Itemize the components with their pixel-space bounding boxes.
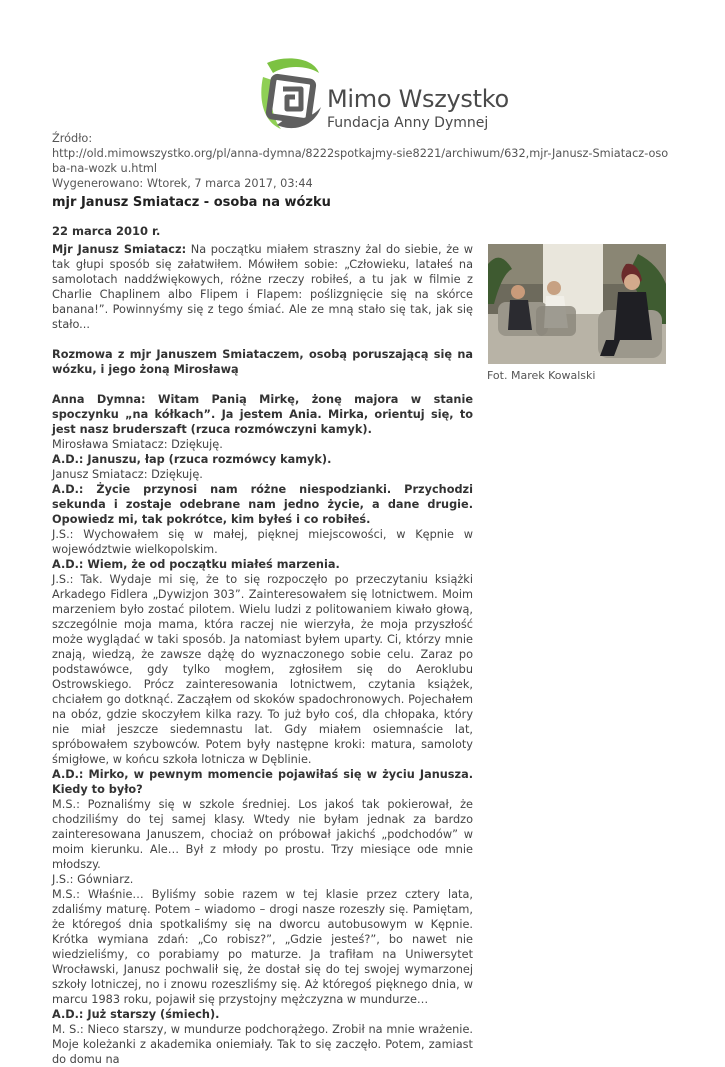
article-title: mjr Janusz Smiatacz - osoba na wózku (52, 195, 331, 210)
dialogue (52, 392, 473, 1067)
photo-caption: Fot. Marek Kowalski (487, 369, 596, 382)
source-url[interactable]: http://old.mimowszystko.org/pl/anna-dymna/8222spotkajmy-sie8221/archiwum/632,mjr-Janusz-Smiatacz-osoba-na-wozk u.html (52, 147, 669, 175)
interview-intro: Rozmowa z mjr Januszem Smiataczem, osobą poruszającą się na wózku, i jego żoną Mirosławą (52, 348, 473, 376)
answer-line: J.S.: Gówniarz. (52, 873, 134, 886)
interviewer-line: A.D.: Życie przynosi nam różne niespodzianki. Przychodzi sekunda i zostaje odebrane nam jedno życie, a dane drugie. Opowiedz mi, tak pokrótce, kim byłeś i co robiłeś. (52, 483, 473, 526)
lead-text: Na początku miałem straszny żal do siebie, że w tak głupi sposób się załatwiłem. Mówiłem sobie: „Człowieku, latałeś na samolotach naddźwiękowych, różne rzeczy robiłeś, a tu jak w filmie z Charlie Chaplinem albo Flipem i Flapem: poślizgnięcie się na skórce banana!”. Powinnyśmy się z tego śmiać. Ale ze mną stało się tak, jak się stało... (52, 243, 473, 331)
lead-speaker: Mjr Janusz Smiatacz: (52, 243, 187, 256)
interviewer-line: A.D.: Już starszy (śmiech). (52, 1008, 220, 1021)
interviewer-line: A.D.: Januszu, łap (rzuca rozmówcy kamyk). (52, 453, 332, 466)
answer-line: J.S.: Tak. Wydaje mi się, że to się rozpoczęło po przeczytaniu książki Arkadego Fidlera „Dywizjon 303”. Zainteresowałem się lotnictwem. Moim marzeniem było zostać pilotem. Wielu ludzi z politowaniem kiwało głową, szczególnie moja mama, która raczej nie wierzyła, że moja przyszłość może wyglądać w taki sposób. Ja natomiast byłem uparty. Ci, którzy mnie znają, wiedzą, że zawsze dążę do wyznaczonego sobie celu. Zaraz po podstawówce, gdy tylko mogłem, zgłosiłem się do Aeroklubu Ostrowskiego. Prócz zainteresowania lotnictwem, czytania książek, chciałem go dotknąć. Zacząłem od skoków spadochronowych. Pojechałem na obóz, gdzie skoczyłem kilka razy. To już było coś, dla chłopaka, który nie miał jeszcze siedemnastu lat. Gdy miałem osiemnaście lat, spróbowałem szybowców. Potem były następne kroki: matura, samoloty śmigłowe, w końcu szkoła lotnicza w Dęblinie. (52, 573, 473, 766)
logo-subtitle: Fundacja Anny Dymnej (327, 115, 489, 131)
logo-title: Mimo Wszystko (327, 85, 509, 113)
article-body (52, 242, 473, 1067)
generated-timestamp: Wygenerowano: Wtorek, 7 marca 2017, 03:44 (52, 177, 313, 190)
answer-line: Janusz Smiatacz: Dziękuję. (52, 468, 203, 481)
interviewer-line: A.D.: Wiem, że od początku miałeś marzenia. (52, 558, 340, 571)
answer-line: J.S.: Wychowałem się w małej, pięknej miejscowości, w Kępnie w województwie wielkopolskim. (52, 528, 473, 556)
answer-line: Mirosława Smiatacz: Dziękuję. (52, 438, 223, 451)
lead-paragraph (52, 242, 473, 332)
source-meta (52, 131, 674, 191)
interview-photo (488, 244, 666, 364)
interviewer-line: A.D.: Mirko, w pewnym momencie pojawiłaś się w życiu Janusza. Kiedy to było? (52, 768, 473, 796)
article-date: 22 marca 2010 r. (52, 224, 161, 238)
answer-line: M.S.: Właśnie… Byliśmy sobie razem w tej klasie przez cztery lata, zdaliśmy maturę. Potem – wiadomo – drogi nasze rozeszły się. Pamiętam, że któregoś dnia spotkaliśmy się na dworcu autobusowym w Kępnie. Krótka wymiana zdań: „Co robisz?”, „Gdzie jesteś?”, bo nawet nie wiedzieliśmy, co porabiamy po maturze. Ja trafiłam na Uniwersytet Wrocławski, Janusz pochwalił się, że dostał się do tej swojej wymarzonej szkoły lotniczej, no i znowu rozeszliśmy się. Aż któregoś pięknego dnia, w marcu 1983 roku, pojawił się przystojny mężczyzna w mundurze… (52, 888, 473, 1006)
foundation-logo (255, 55, 509, 135)
interviewer-line: Anna Dymna: Witam Panią Mirkę, żonę majora w stanie spoczynku „na kółkach”. Ja jestem Ania. Mirka, orientuj się, to jest nasz bruderszaft (rzuca rozmówczyni kamyk). (52, 393, 473, 436)
spiral-logo-icon (255, 55, 325, 133)
source-label: Źródło: (52, 132, 93, 145)
answer-line: M.S.: Poznaliśmy się w szkole średniej. Los jakoś tak pokierował, że chodziliśmy do tej samej klasy. Wtedy nie byłam jednak za bardzo zainteresowana Januszem, chociaż on próbował jakichś „podchodów” w moim kierunku. Ale… Był z młody po prostu. Trzy miesiące ode mnie młodszy. (52, 798, 473, 871)
answer-line: M. S.: Nieco starszy, w mundurze podchorążego. Zrobił na mnie wrażenie. Moje koleżanki z akademika oniemiały. Tak to się zaczęło. Potem, zamiast do domu na (52, 1023, 473, 1066)
